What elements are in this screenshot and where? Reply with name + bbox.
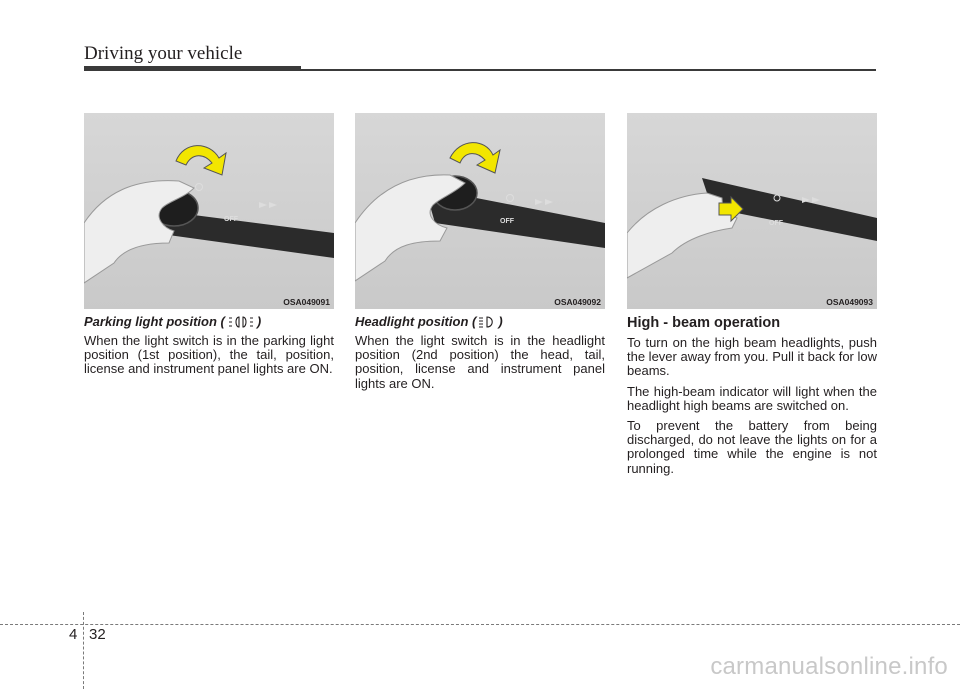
footer-rule [0, 624, 960, 625]
heading-text: ) [256, 314, 262, 329]
header-rule-thin [301, 69, 876, 71]
svg-text:OFF: OFF [500, 218, 514, 225]
high-beam-heading: High - beam operation [627, 315, 781, 331]
high-beam-paragraph: To prevent the battery from being discharged, do not leave the lights on for a prolonged time while the engine is not running. [627, 418, 877, 476]
header-rule-thick [84, 66, 301, 71]
heading-text: ) [498, 314, 503, 329]
parking-light-heading [84, 314, 334, 329]
column-headlight [355, 314, 605, 397]
figure-high-beam [627, 113, 877, 309]
figure-headlight [355, 113, 605, 309]
page-title: Driving your vehicle [84, 43, 243, 64]
svg-text:OFF: OFF [224, 216, 238, 223]
figure-parking-light [84, 113, 334, 309]
heading-text: Parking light position ( [84, 314, 225, 329]
parking-light-icon [227, 315, 255, 329]
watermark-text: carmanualsonline.info [710, 653, 948, 680]
headlight-text: When the light switch is in the headlight position (2nd position) the head, tail, position, license and instrument panel lights are ON. [355, 333, 605, 391]
high-beam-paragraph: To turn on the high beam headlights, push the lever away from you. Pull it back for low beams. [627, 335, 877, 379]
page-number: 32 [89, 626, 106, 643]
parking-light-text: When the light switch is in the parking light position (1st position), the tail, position, license and instrument panel lights are ON. [84, 333, 334, 377]
lever-illustration [627, 113, 877, 309]
column-parking-light [84, 314, 334, 383]
headlight-heading [355, 314, 605, 329]
chapter-number: 4 [69, 626, 78, 643]
figure-code: OSA049093 [826, 297, 873, 307]
lever-illustration [355, 113, 605, 309]
figure-code: OSA049092 [554, 297, 601, 307]
lever-illustration [84, 113, 334, 309]
headlight-icon [478, 315, 496, 329]
svg-text:OFF: OFF [769, 220, 783, 227]
figure-code: OSA049091 [283, 297, 330, 307]
high-beam-paragraph: The high-beam indicator will light when the headlight high beams are switched on. [627, 383, 877, 413]
footer-divider [83, 612, 84, 689]
heading-text: Headlight position ( [355, 314, 477, 329]
column-high-beam [627, 314, 877, 482]
